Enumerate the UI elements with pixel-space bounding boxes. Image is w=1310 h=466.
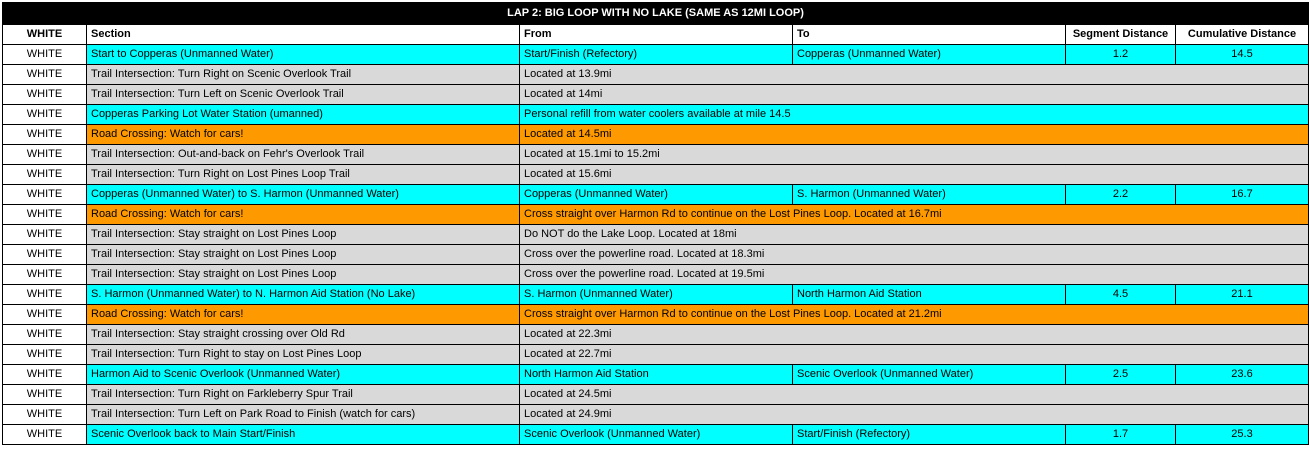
header-col0: WHITE [3,25,87,45]
section-cell: Trail Intersection: Turn Right on Lost Pines Loop Trail [87,165,520,185]
segment-distance-cell: 2.5 [1066,365,1176,385]
header-to: To [793,25,1066,45]
to-cell: North Harmon Aid Station [793,285,1066,305]
detail-cell: Personal refill from water coolers available at mile 14.5 [520,105,1309,125]
detail-cell: Located at 22.7mi [520,345,1309,365]
detail-cell: Located at 14mi [520,85,1309,105]
table-row [3,325,1309,345]
to-cell: S. Harmon (Unmanned Water) [793,185,1066,205]
from-cell: North Harmon Aid Station [520,365,793,385]
row-label-cell: WHITE [3,345,87,365]
table-row [3,205,1309,225]
row-label-cell: WHITE [3,45,87,65]
title-row [3,3,1309,25]
section-cell: Trail Intersection: Stay straight crossing over Old Rd [87,325,520,345]
detail-cell: Cross over the powerline road. Located at 18.3mi [520,245,1309,265]
table-row [3,185,1309,205]
to-cell: Scenic Overlook (Unmanned Water) [793,365,1066,385]
row-label-cell: WHITE [3,425,87,445]
segment-distance-cell: 1.7 [1066,425,1176,445]
to-cell: Copperas (Unmanned Water) [793,45,1066,65]
table-row [3,245,1309,265]
from-cell: Copperas (Unmanned Water) [520,185,793,205]
table-row [3,385,1309,405]
section-cell: Road Crossing: Watch for cars! [87,205,520,225]
from-cell: Start/Finish (Refectory) [520,45,793,65]
table-row [3,285,1309,305]
segment-distance-cell: 4.5 [1066,285,1176,305]
header-cumulative-distance: Cumulative Distance [1176,25,1309,45]
segment-distance-cell: 1.2 [1066,45,1176,65]
row-label-cell: WHITE [3,305,87,325]
section-cell: Scenic Overlook back to Main Start/Finish [87,425,520,445]
cumulative-distance-cell: 14.5 [1176,45,1309,65]
header-section: Section [87,25,520,45]
section-cell: Trail Intersection: Turn Left on Park Road to Finish (watch for cars) [87,405,520,425]
table-row [3,425,1309,445]
row-label-cell: WHITE [3,265,87,285]
detail-cell: Located at 24.9mi [520,405,1309,425]
row-label-cell: WHITE [3,65,87,85]
row-label-cell: WHITE [3,385,87,405]
row-label-cell: WHITE [3,285,87,305]
detail-cell: Cross straight over Harmon Rd to continue on the Lost Pines Loop. Located at 16.7mi [520,205,1309,225]
header-from: From [520,25,793,45]
section-cell: Copperas (Unmanned Water) to S. Harmon (Unmanned Water) [87,185,520,205]
detail-cell: Located at 13.9mi [520,65,1309,85]
table-row [3,165,1309,185]
table-row [3,305,1309,325]
section-cell: Copperas Parking Lot Water Station (umanned) [87,105,520,125]
table-row [3,225,1309,245]
table-row [3,45,1309,65]
table-row [3,85,1309,105]
row-label-cell: WHITE [3,85,87,105]
section-cell: Trail Intersection: Turn Left on Scenic Overlook Trail [87,85,520,105]
table-row [3,345,1309,365]
row-label-cell: WHITE [3,205,87,225]
section-cell: Trail Intersection: Out-and-back on Fehr's Overlook Trail [87,145,520,165]
section-cell: Trail Intersection: Stay straight on Lost Pines Loop [87,225,520,245]
detail-cell: Cross over the powerline road. Located at 19.5mi [520,265,1309,285]
row-label-cell: WHITE [3,185,87,205]
detail-cell: Located at 14.5mi [520,125,1309,145]
header-row [3,25,1309,45]
cumulative-distance-cell: 23.6 [1176,365,1309,385]
row-label-cell: WHITE [3,125,87,145]
section-cell: Trail Intersection: Stay straight on Lost Pines Loop [87,245,520,265]
table-row [3,65,1309,85]
section-cell: Harmon Aid to Scenic Overlook (Unmanned Water) [87,365,520,385]
detail-cell: Located at 22.3mi [520,325,1309,345]
row-label-cell: WHITE [3,405,87,425]
section-cell: Trail Intersection: Stay straight on Lost Pines Loop [87,265,520,285]
detail-cell: Located at 24.5mi [520,385,1309,405]
section-cell: Start to Copperas (Unmanned Water) [87,45,520,65]
table-row [3,105,1309,125]
cumulative-distance-cell: 21.1 [1176,285,1309,305]
section-cell: Road Crossing: Watch for cars! [87,125,520,145]
header-segment-distance: Segment Distance [1066,25,1176,45]
row-label-cell: WHITE [3,145,87,165]
table-row [3,265,1309,285]
row-label-cell: WHITE [3,225,87,245]
row-label-cell: WHITE [3,245,87,265]
row-label-cell: WHITE [3,165,87,185]
row-label-cell: WHITE [3,325,87,345]
lap2-table [2,2,1309,445]
detail-cell: Located at 15.1mi to 15.2mi [520,145,1309,165]
section-cell: Trail Intersection: Turn Right on Scenic Overlook Trail [87,65,520,85]
row-label-cell: WHITE [3,365,87,385]
table-row [3,365,1309,385]
cumulative-distance-cell: 25.3 [1176,425,1309,445]
table-row [3,145,1309,165]
from-cell: Scenic Overlook (Unmanned Water) [520,425,793,445]
section-cell: Trail Intersection: Turn Right to stay on Lost Pines Loop [87,345,520,365]
section-cell: S. Harmon (Unmanned Water) to N. Harmon Aid Station (No Lake) [87,285,520,305]
table-row [3,405,1309,425]
cumulative-distance-cell: 16.7 [1176,185,1309,205]
section-cell: Road Crossing: Watch for cars! [87,305,520,325]
detail-cell: Do NOT do the Lake Loop. Located at 18mi [520,225,1309,245]
table-title: LAP 2: BIG LOOP WITH NO LAKE (SAME AS 12MI LOOP) [3,3,1309,25]
segment-distance-cell: 2.2 [1066,185,1176,205]
detail-cell: Cross straight over Harmon Rd to continue on the Lost Pines Loop. Located at 21.2mi [520,305,1309,325]
from-cell: S. Harmon (Unmanned Water) [520,285,793,305]
section-cell: Trail Intersection: Turn Right on Farkleberry Spur Trail [87,385,520,405]
table-row [3,125,1309,145]
to-cell: Start/Finish (Refectory) [793,425,1066,445]
row-label-cell: WHITE [3,105,87,125]
detail-cell: Located at 15.6mi [520,165,1309,185]
